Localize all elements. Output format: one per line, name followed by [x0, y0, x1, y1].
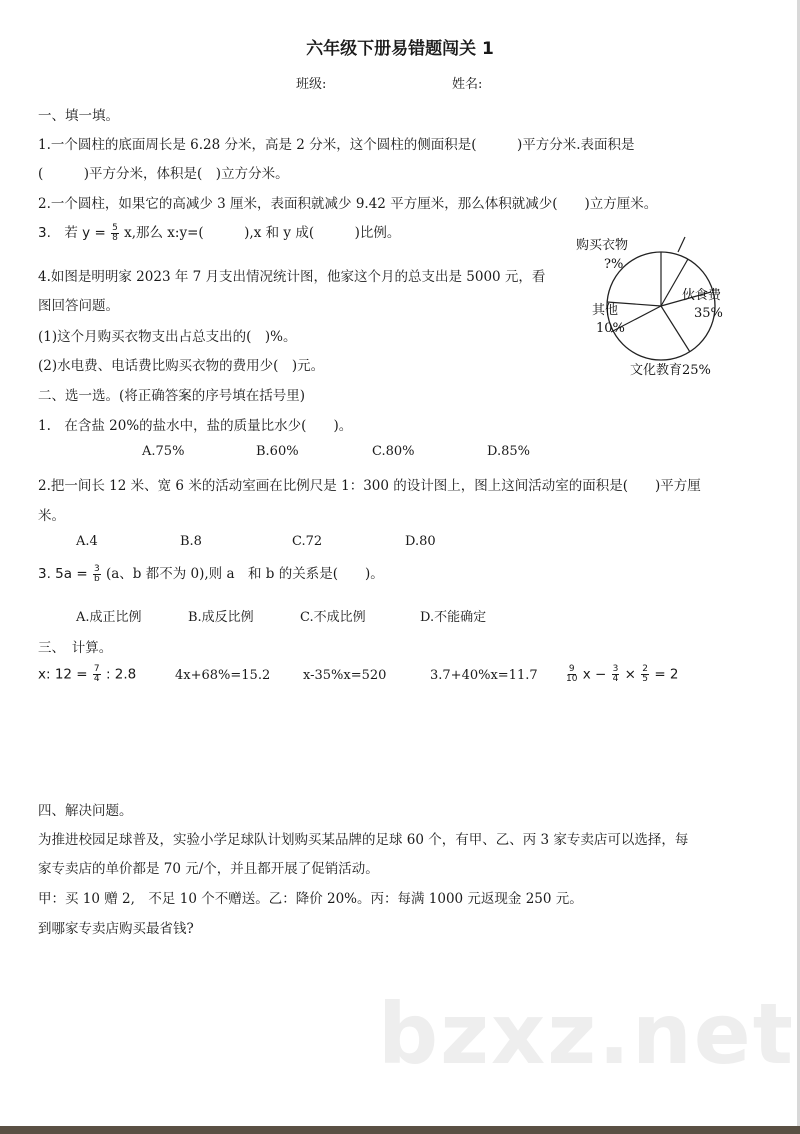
s3-eq5-end: = 2	[654, 666, 679, 683]
name-label: 姓名:	[452, 77, 483, 92]
s2-q2-line2: 米。	[38, 508, 65, 524]
s3-eq5-d2: 4	[612, 674, 619, 684]
s2-q2-option-b: B.8	[180, 534, 202, 549]
s3-eq2: 4x+68%=15.2	[175, 668, 271, 683]
s2-q3-option-b: B.成反比例	[188, 610, 254, 625]
s2-q2-option-c: C.72	[292, 534, 323, 549]
section3-heading: 三、 计算。	[38, 640, 113, 656]
s3-eq1-suffix: : 2.8	[105, 666, 137, 683]
s2-q3	[38, 562, 384, 584]
s3-eq5-mid1: x −	[582, 666, 607, 683]
s3-eq1-num: 7	[93, 664, 100, 674]
s2-q2-line1: 2.把一间长 12 米、宽 6 米的活动室画在比例尺是 1：300 的设计图上，图上这间活动室的面积是( )平方厘	[38, 478, 701, 494]
s2-q3-den: b	[93, 574, 100, 584]
s3-eq4: 3.7+40%x=11.7	[430, 668, 538, 683]
s1-q4-sub1: (1)这个月购买衣物支出占总支出的( )%。	[38, 329, 297, 345]
s1-q3-suffix: x,那么 x:y=( ),x 和 y 成( )比例。	[124, 225, 401, 241]
class-label: 班级:	[296, 77, 327, 92]
s3-eq5-n1: 9	[568, 664, 575, 674]
s2-q2-option-a: A.4	[76, 534, 98, 549]
s3-eq5-n3: 2	[642, 664, 649, 674]
section2-heading: 二、选一选。(将正确答案的序号填在括号里)	[38, 388, 306, 404]
s3-eq5-n2: 3	[612, 664, 619, 674]
pie-label-edu: 文化教育25%	[630, 363, 711, 378]
s2-q2-option-d: D.80	[405, 534, 436, 549]
s3-eq5-mid2: ×	[624, 666, 636, 683]
pie-callout-line	[678, 237, 685, 252]
s2-q3-suffix: (a、b 都不为 0),则 a 和 b 的关系是( )。	[105, 566, 384, 582]
s4-problem-line2: 家专卖店的单价都是 70 元/个，并且都开展了促销活动。	[38, 861, 379, 877]
s2-q1-option-c: C.80%	[372, 444, 415, 459]
s1-q4-line1: 4.如图是明明家 2023 年 7 月支出情况统计图，他家这个月的总支出是 5000 元，看	[38, 269, 546, 285]
s2-q1: 1. 在含盐 20%的盐水中，盐的质量比水少( )。	[38, 418, 353, 434]
pie-label-other-pct: 10%	[596, 321, 625, 336]
s1-q1-line2: ( )平方分米，体积是( )立方分米。	[38, 166, 289, 182]
s2-q3-fraction	[93, 565, 101, 584]
s1-q3-den: 8	[112, 233, 118, 243]
expense-pie-chart	[570, 232, 770, 382]
s2-q3-option-c: C.不成比例	[300, 610, 366, 625]
s1-q4-sub2: (2)水电费、电话费比购买衣物的费用少( )元。	[38, 358, 325, 374]
s3-eq5	[565, 665, 679, 684]
s4-problem-line1: 为推进校园足球普及，实验小学足球队计划购买某品牌的足球 60 个，有甲、乙、丙 3 家专卖店可以选择，每	[38, 832, 689, 848]
s2-q3-num: 3	[93, 564, 100, 574]
pie-label-food: 伙食费	[682, 288, 722, 303]
s3-eq5-d3: 5	[642, 674, 649, 684]
s3-eq1	[38, 665, 136, 684]
s3-eq5-frac2	[612, 665, 620, 684]
pie-label-food-pct: 35%	[694, 306, 723, 321]
s3-eq1-den: 4	[93, 674, 100, 684]
s4-problem-line4: 到哪家专卖店购买最省钱?	[38, 921, 194, 937]
pie-label-other: 其他	[592, 303, 619, 318]
s2-q1-option-d: D.85%	[487, 444, 530, 459]
s1-q2: 2.一个圆柱，如果它的高减少 3 厘米，表面积就减少 9.42 平方厘米，那么体积就减少( )立方厘米。	[38, 196, 658, 212]
s4-problem-line3: 甲：买 10 赠 2, 不足 10 个不赠送。乙：降价 20%。丙：每满 1000 元返现金 250 元。	[38, 891, 583, 907]
s3-eq5-d1: 10	[566, 674, 578, 684]
s3-eq1-prefix: x: 12 =	[38, 666, 88, 683]
s1-q4-line2: 图回答问题。	[38, 298, 119, 314]
s1-q3	[38, 221, 400, 243]
bottom-strip	[0, 1126, 800, 1134]
s2-q3-option-a: A.成正比例	[76, 610, 142, 625]
watermark-logo: bzxz.net	[378, 985, 795, 1083]
s1-q3-num: 5	[112, 223, 118, 233]
s3-eq5-frac3	[641, 665, 649, 684]
s3-eq5-frac1	[566, 665, 577, 684]
section4-heading: 四、解决问题。	[38, 803, 133, 819]
pie-label-clothes-pct: ?%	[604, 257, 624, 272]
pie-divider-food-edu	[661, 306, 690, 352]
s2-q3-prefix: 3. 5a =	[38, 566, 88, 582]
page-title: 六年级下册易错题闯关 1	[306, 39, 494, 59]
s2-q3-option-d: D.不能确定	[420, 610, 487, 625]
s2-q1-option-a: A.75%	[142, 444, 185, 459]
s3-eq3: x-35%x=520	[303, 668, 387, 683]
pie-label-clothes: 购买衣物	[576, 238, 629, 253]
section1-heading: 一、填一填。	[38, 108, 119, 124]
s2-q1-option-b: B.60%	[256, 444, 299, 459]
s1-q3-fraction	[111, 224, 119, 243]
s1-q3-prefix: 3. 若 y =	[38, 225, 106, 241]
s3-eq1-fraction	[93, 665, 101, 684]
s1-q1-line1: 1.一个圆柱的底面周长是 6.28 分米，高是 2 分米，这个圆柱的侧面积是( )平方分米.表面积是	[38, 137, 635, 153]
